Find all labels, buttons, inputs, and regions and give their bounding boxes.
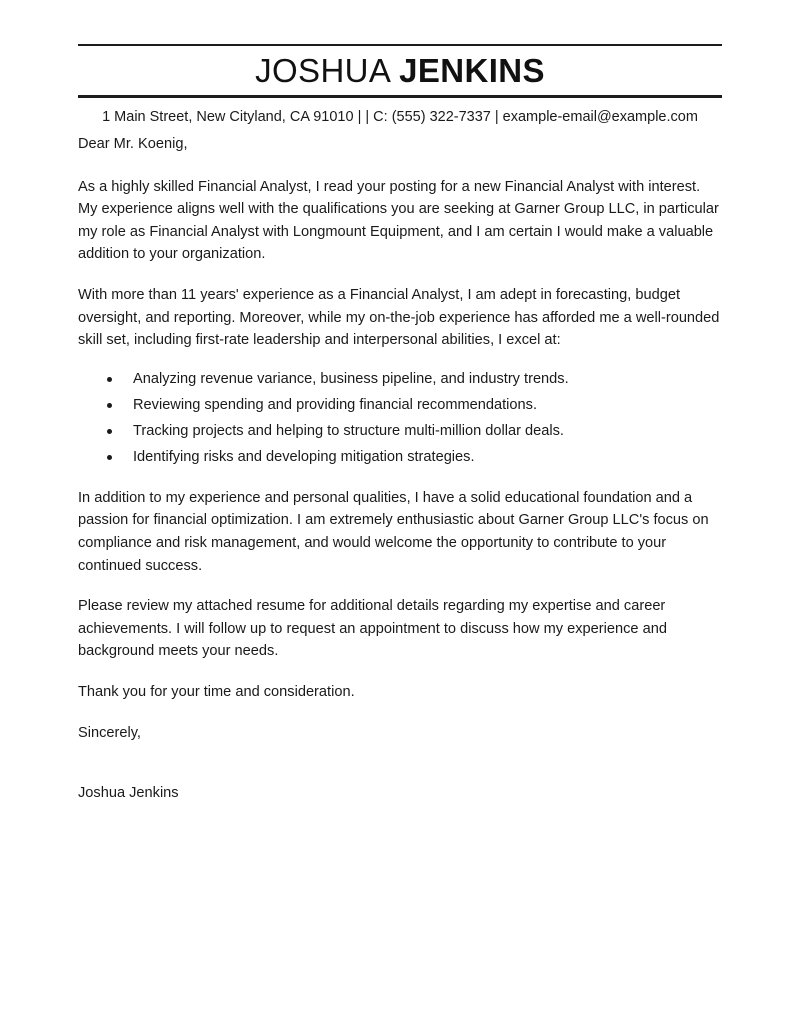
list-item bbox=[107, 448, 722, 467]
bullet-dot-icon bbox=[107, 403, 112, 408]
page-title bbox=[78, 46, 722, 95]
skills-bullet-list bbox=[78, 370, 722, 467]
signature-name: Joshua Jenkins bbox=[78, 785, 179, 802]
body-paragraph-3: In addition to my experience and personal qualities, I have a solid educational foundation and a passion for financial optimization. I am extremely enthusiastic about Garner Group LLC's focus on compliance and risk management, and would welcome the opportunity to contribute to your continued success. bbox=[78, 489, 709, 574]
list-item-label: Identifying risks and developing mitigation strategies. bbox=[133, 448, 475, 465]
list-item-label: Reviewing spending and providing financial recommendations. bbox=[133, 396, 538, 413]
salutation: Dear Mr. Koenig, bbox=[78, 136, 188, 152]
list-item-label: Analyzing revenue variance, business pipeline, and industry trends. bbox=[133, 370, 569, 387]
signature-space bbox=[78, 744, 722, 782]
list-item-label: Tracking projects and helping to structure multi-million dollar deals. bbox=[133, 422, 564, 439]
applicant-last-name: JENKINS bbox=[399, 52, 545, 89]
letterhead bbox=[78, 44, 722, 128]
closing-line: Sincerely, bbox=[78, 724, 141, 741]
body-paragraph-2: With more than 11 years' experience as a Financial Analyst, I am adept in forecasting, budget oversight, and reporting. Moreover, while my on-the-job experience has afforded me a well-rounded skill set, including first-rate leadership and interpersonal abilities, I excel at: bbox=[78, 286, 720, 349]
bullet-dot-icon bbox=[107, 377, 112, 382]
list-item bbox=[107, 396, 722, 415]
contact-info-line: 1 Main Street, New Cityland, CA 91010 | | C: (555) 322-7337 | example-email@example.com bbox=[102, 109, 698, 125]
letter-body bbox=[78, 133, 722, 805]
thank-you-line: Thank you for your time and consideration. bbox=[78, 683, 355, 700]
list-item bbox=[107, 370, 722, 389]
bullet-dot-icon bbox=[107, 455, 112, 460]
body-paragraph-4: Please review my attached resume for additional details regarding my expertise and career achievements. I will follow up to request an appointment to discuss how my experience and background meets your needs. bbox=[78, 598, 667, 660]
body-paragraph-1: As a highly skilled Financial Analyst, I read your posting for a new Financial Analyst with interest. My experience aligns well with the qualifications you are seeking at Garner Group LLC, in particular my role as Financial Analyst with Longmount Equipment, and I am certain I would make a valuable addition to your organization. bbox=[78, 178, 719, 263]
bullet-dot-icon bbox=[107, 429, 112, 434]
applicant-first-name: JOSHUA bbox=[255, 52, 390, 89]
list-item bbox=[107, 422, 722, 441]
